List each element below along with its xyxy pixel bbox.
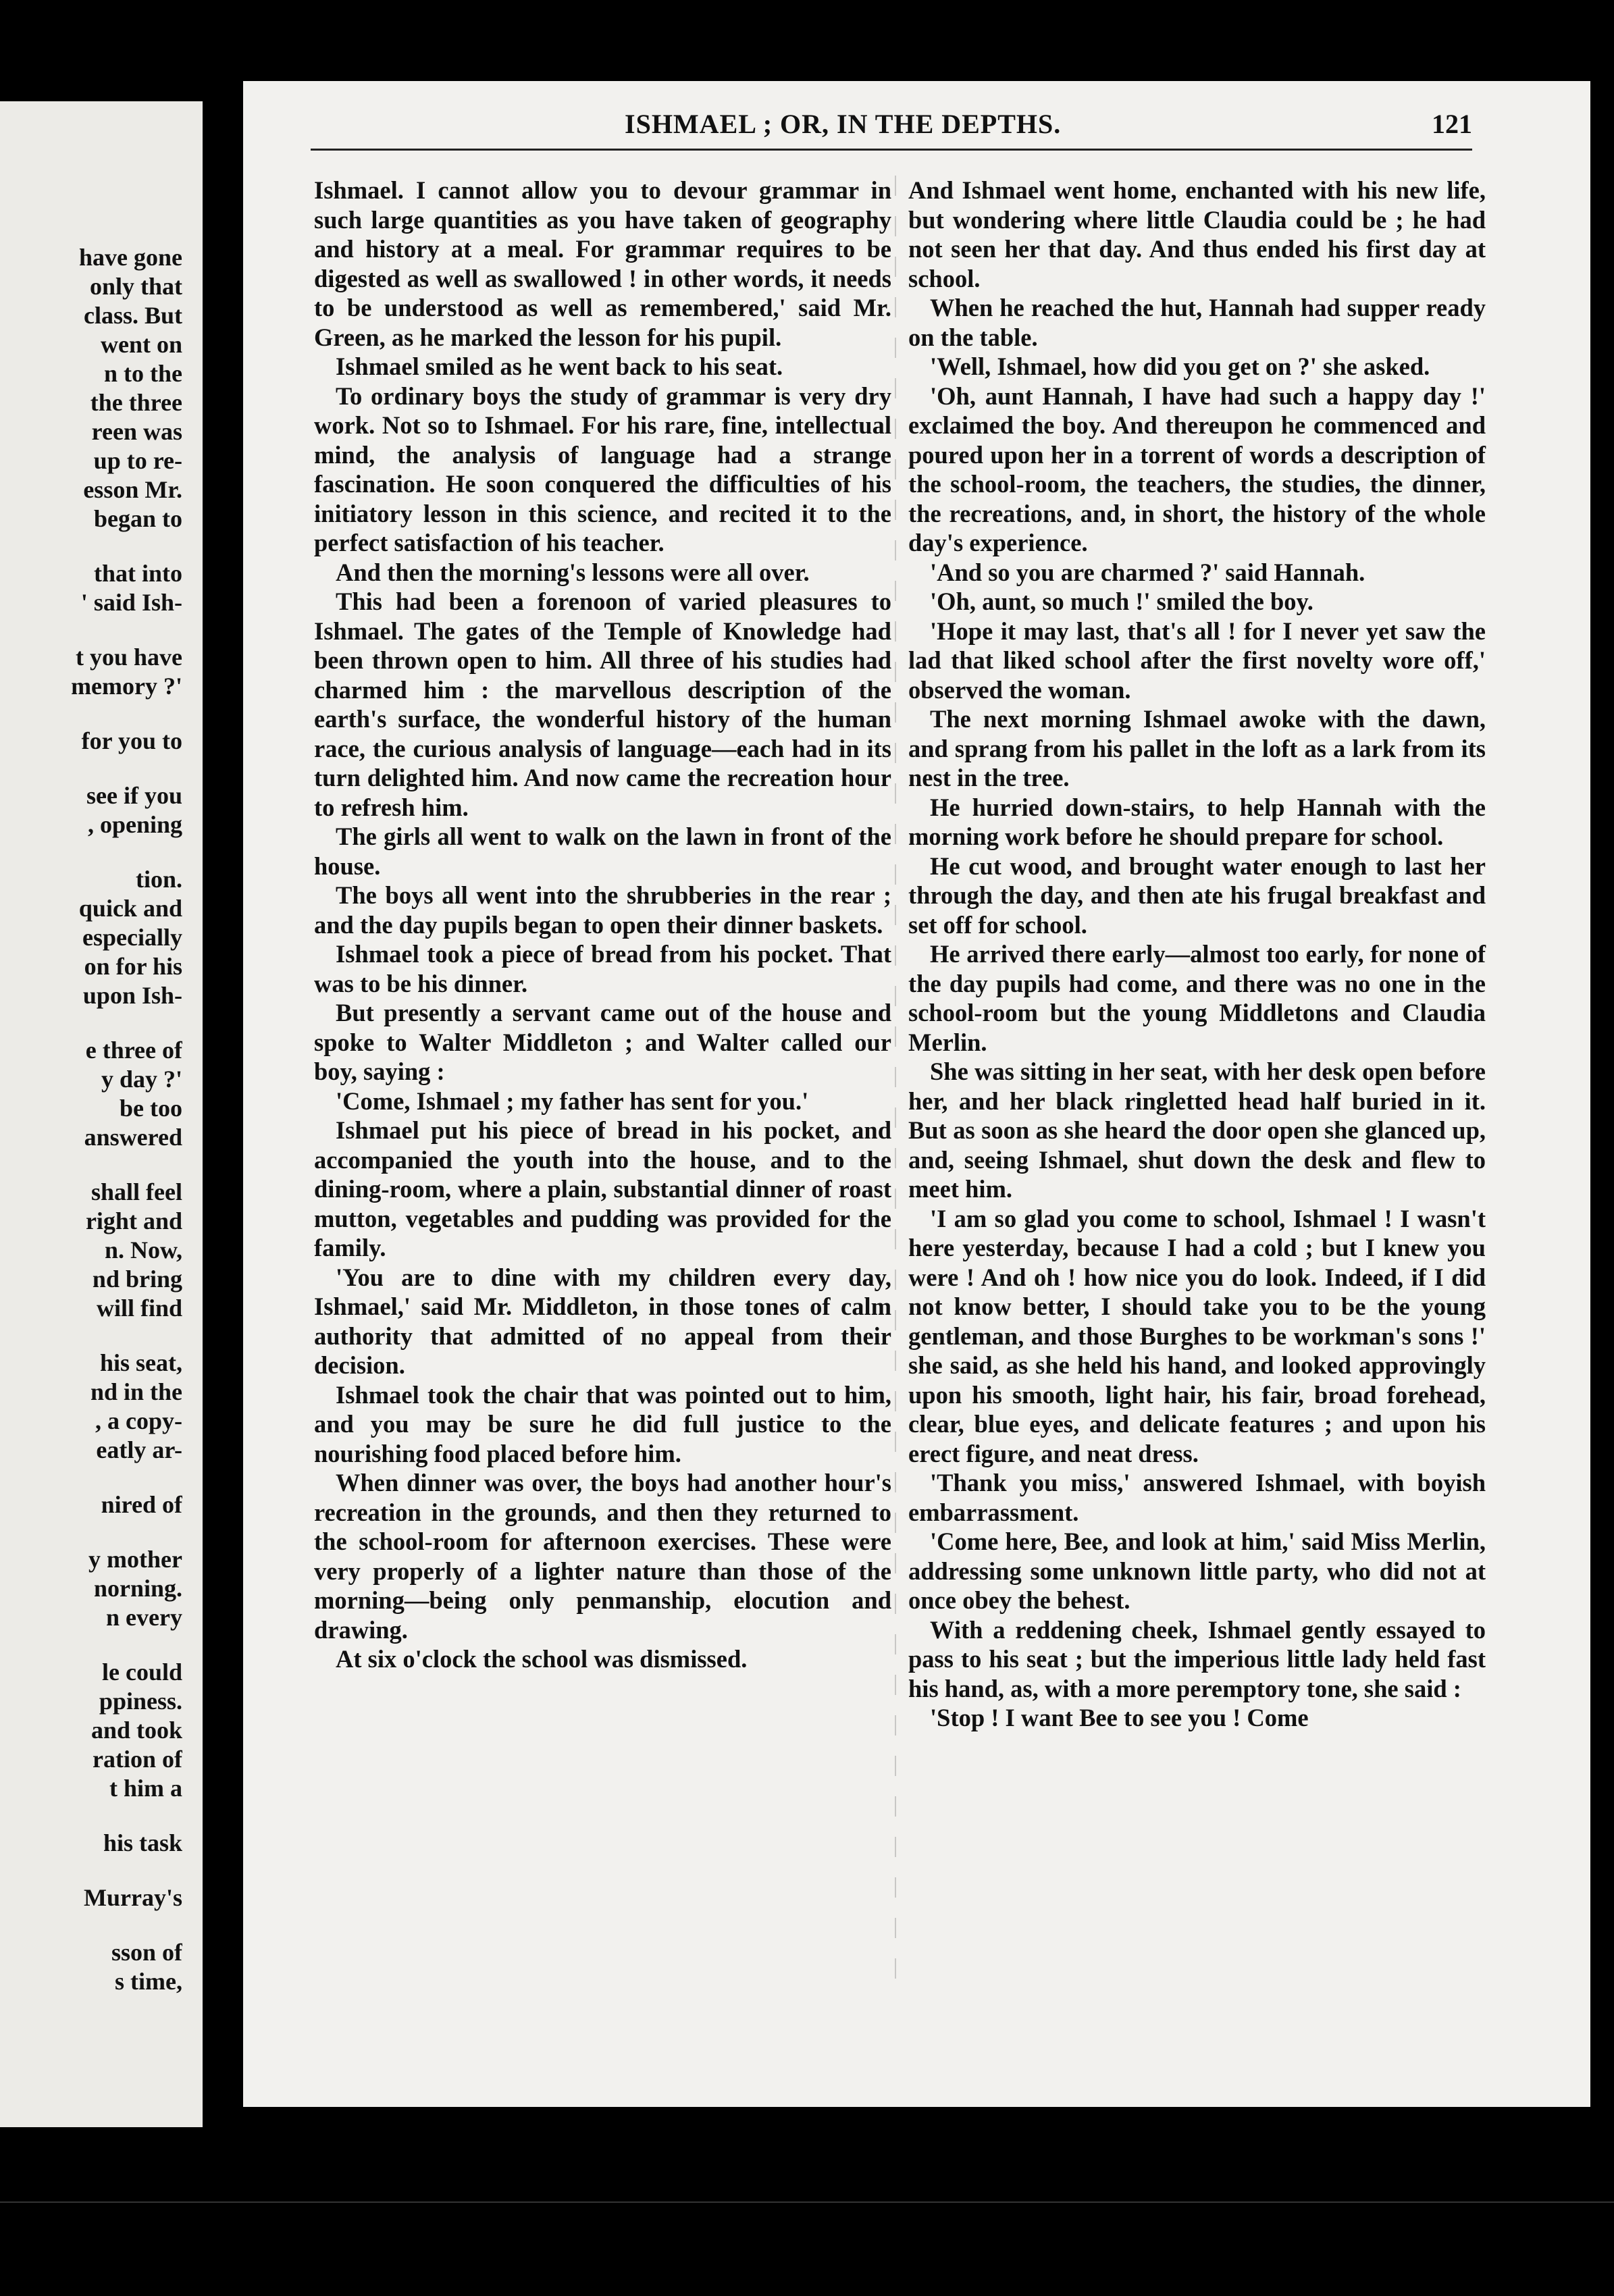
facing-page-line: e three of <box>85 1037 182 1064</box>
paragraph: Ishmael took the chair that was pointed out to him, and you may be sure he did full justice to the nourishing food placed before him. <box>314 1380 891 1467</box>
paragraph: 'Well, Ishmael, how did you get on ?' she asked. <box>930 353 1430 380</box>
facing-page-fragment <box>0 101 203 2127</box>
facing-page-line: reen was <box>91 418 182 445</box>
paragraph: 'Thank you miss,' answered Ishmael, with boyish embarrassment. <box>908 1469 1486 1526</box>
paragraph: She was sitting in her seat, with her desk open before her, and her black ringletted head half buried in it. But as soon as she heard the door open she glanced up, and, seeing Ishmael, shut down the desk and flew to meet him. <box>908 1058 1486 1203</box>
facing-page-line: ' said Ish- <box>80 589 182 616</box>
paragraph: Ishmael put his piece of bread in his pocket, and accompanied the youth into the house, and to the dining-room, where a plain, substantial dinner of roast mutton, vegetables and pudding was provided for the family. <box>314 1116 891 1261</box>
facing-page-line: be too <box>120 1095 182 1122</box>
facing-page-line: , opening <box>87 811 182 838</box>
facing-page-line <box>0 1632 182 1658</box>
facing-page-line <box>0 701 182 727</box>
facing-page-line: his seat, <box>99 1349 182 1376</box>
facing-page-line <box>0 1010 182 1036</box>
facing-page-line: quick and <box>78 895 182 922</box>
facing-page-line: and took <box>90 1717 182 1744</box>
scan-line <box>0 2201 1614 2203</box>
paragraph: He cut wood, and brought water enough to last her through the day, and then ate his frugal breakfast and set off for school. <box>908 852 1486 939</box>
facing-page-line <box>0 1858 182 1883</box>
facing-page-line: t you have <box>75 644 182 671</box>
paragraph: Ishmael smiled as he went back to his seat. <box>336 353 783 380</box>
paragraph: 'Stop ! I want Bee to see you ! Come <box>930 1704 1309 1731</box>
facing-page-line <box>0 756 182 781</box>
paragraph: This had been a forenoon of varied pleasures to Ishmael. The gates of the Temple of Knowledge had been thrown open to him. All three of his studies had charmed him : the marvellous description of the earth's surface, the wonderful history of the human race, the curious analysis of language—each had in its turn delighted him. And now came the recreation hour to refresh him. <box>314 588 891 821</box>
paragraph: At six o'clock the school was dismissed. <box>336 1645 748 1673</box>
facing-page-line: y day ?' <box>101 1066 182 1093</box>
facing-page-line <box>0 533 182 559</box>
paragraph: When dinner was over, the boys had another hour's recreation in the grounds, and then they returned to the school-room for afternoon exercises. These were very properly of a lighter nature than those of the morning—being only penmanship, elocution and drawing. <box>314 1469 891 1644</box>
facing-page-line: have gone <box>79 244 182 271</box>
paragraph: 'You are to dine with my children every day, Ishmael,' said Mr. Middleton, in those tones of calm authority that admitted of no appeal from their decision. <box>314 1263 891 1379</box>
facing-page-line: sson of <box>111 1939 182 1966</box>
paragraph: 'Hope it may last, that's all ! for I never yet saw the lad that liked school after the first novelty wore off,' observed the woman. <box>908 617 1486 704</box>
running-title: ISHMAEL ; OR, IN THE DEPTHS. <box>625 109 1062 139</box>
page-number: 121 <box>1432 109 1472 139</box>
facing-page-line: upon Ish- <box>82 982 182 1009</box>
paragraph: The girls all went to walk on the lawn in front of the house. <box>314 823 891 880</box>
facing-page-line: t him a <box>109 1775 182 1802</box>
paragraph: 'Oh, aunt, so much !' smiled the boy. <box>930 588 1313 615</box>
facing-page-line: right and <box>85 1207 182 1234</box>
facing-page-line: will find <box>96 1295 182 1322</box>
facing-page-line: nd bring <box>92 1266 182 1293</box>
facing-page-line: memory ?' <box>71 673 182 700</box>
facing-page-line: the three <box>90 389 182 416</box>
paragraph: But presently a servant came out of the house and spoke to Walter Middleton ; and Walter called our boy, saying : <box>314 999 891 1085</box>
facing-page-line <box>0 1912 182 1938</box>
facing-page-text <box>0 243 182 1996</box>
paragraph: With a reddening cheek, Ishmael gently essayed to pass to his seat ; but the imperious little lady held fast his hand, as, with a more peremptory tone, she said : <box>908 1615 1486 1702</box>
column-divider <box>895 176 896 1999</box>
facing-page-line: s time, <box>115 1968 182 1995</box>
facing-page-line: norning. <box>93 1575 182 1602</box>
facing-page-line: began to <box>93 505 182 532</box>
page-header <box>371 108 1472 149</box>
facing-page-line <box>0 1519 182 1545</box>
text-column-right <box>908 176 1486 1733</box>
facing-page-line: especially <box>82 924 182 951</box>
facing-page-line: ppiness. <box>99 1688 182 1715</box>
paragraph: 'I am so glad you come to school, Ishmael ! I wasn't here yesterday, because I had a cold ; but I knew you were ! And oh ! how nice you do look. Indeed, if I did not know better, I should take you to be the young gentleman, and those Burghes to be workman's sons !' she said, as she held his hand, and looked approvingly upon his smooth, light hair, his fair, broad forehead, clear, blue eyes, and delicate features ; and upon his erect figure, and neat dress. <box>908 1204 1486 1467</box>
facing-page-line: n. Now, <box>104 1236 182 1263</box>
facing-page-line: y mother <box>88 1546 182 1573</box>
paragraph: And then the morning's lessons were all over. <box>336 558 810 586</box>
facing-page-line <box>0 617 182 643</box>
paragraph: Ishmael took a piece of bread from his pocket. That was to be his dinner. <box>314 940 891 997</box>
facing-page-line: le could <box>101 1659 182 1686</box>
paragraph: He arrived there early—almost too early, for none of the day pupils had come, and there was no one in the school-room but the young Middletons and Claudia Merlin. <box>908 940 1486 1056</box>
paragraph: The next morning Ishmael awoke with the dawn, and sprang from his pallet in the loft as a lark from its nest in the tree. <box>908 705 1486 791</box>
facing-page-line: answered <box>84 1124 182 1151</box>
facing-page-line: up to re- <box>93 447 182 474</box>
facing-page-line: nired of <box>101 1491 182 1518</box>
header-rule <box>311 149 1472 151</box>
facing-page-line <box>0 1323 182 1349</box>
facing-page-line: only that <box>89 273 182 300</box>
paragraph: To ordinary boys the study of grammar is very dry work. Not so to Ishmael. For his rare, fine, intellectual mind, the analysis of language had a strange fascination. He soon conquered the difficulties of his initiatory lesson in this science, and recited it to the perfect satisfaction of his teacher. <box>314 382 891 556</box>
facing-page-line: shall feel <box>91 1178 182 1205</box>
paragraph: And Ishmael went home, enchanted with his new life, but wondering where little Claudia could be ; he had not seen her that day. And thus ended his first day at school. <box>908 176 1486 292</box>
paragraph: The boys all went into the shrubberies in the rear ; and the day pupils began to open their dinner baskets. <box>314 881 891 939</box>
text-column-left <box>314 176 891 1674</box>
facing-page-line: ration of <box>93 1746 182 1773</box>
facing-page-line: , a copy- <box>95 1407 182 1434</box>
facing-page-line: nd in the <box>90 1378 182 1405</box>
facing-page-line: that into <box>93 560 182 587</box>
facing-page-line: n every <box>106 1604 182 1631</box>
facing-page-line: class. But <box>83 302 182 329</box>
facing-page-line: Murray's <box>84 1884 182 1911</box>
paragraph: 'Oh, aunt Hannah, I have had such a happy day !' exclaimed the boy. And thereupon he commenced and poured upon her in a torrent of words a description of the school-room, the teachers, the studies, the dinner, the recreations, and, in short, the history of the whole day's experience. <box>908 382 1486 556</box>
paragraph: He hurried down-stairs, to help Hannah with the morning work before he should prepare for school. <box>908 793 1486 850</box>
facing-page-line: his task <box>103 1829 182 1856</box>
facing-page-line: on for his <box>84 953 182 980</box>
facing-page-line: went on <box>100 331 182 358</box>
paragraph: Ishmael. I cannot allow you to devour grammar in such large quantities as you have taken of geography and history at a meal. For grammar requires to be digested as well as swallowed ! in other words, it needs to be understood as well as remembered,' said Mr. Green, as he marked the lesson for his pupil. <box>314 176 891 351</box>
facing-page-line: n to the <box>104 360 182 387</box>
facing-page-line: eatly ar- <box>96 1436 182 1463</box>
facing-page-line: tion. <box>135 866 182 893</box>
facing-page-line: see if you <box>86 782 182 809</box>
paragraph: 'And so you are charmed ?' said Hannah. <box>930 558 1365 586</box>
facing-page-line <box>0 839 182 865</box>
facing-page-line <box>0 1803 182 1829</box>
facing-page-line: esson Mr. <box>83 476 182 503</box>
paragraph: 'Come here, Bee, and look at him,' said Miss Merlin, addressing some unknown little party, who did not at once obey the behest. <box>908 1528 1486 1614</box>
paragraph: When he reached the hut, Hannah had supper ready on the table. <box>908 294 1486 351</box>
facing-page-line <box>0 1152 182 1178</box>
facing-page-line <box>0 1465 182 1490</box>
paragraph: 'Come, Ishmael ; my father has sent for you.' <box>336 1087 809 1115</box>
facing-page-line: for you to <box>81 727 182 754</box>
